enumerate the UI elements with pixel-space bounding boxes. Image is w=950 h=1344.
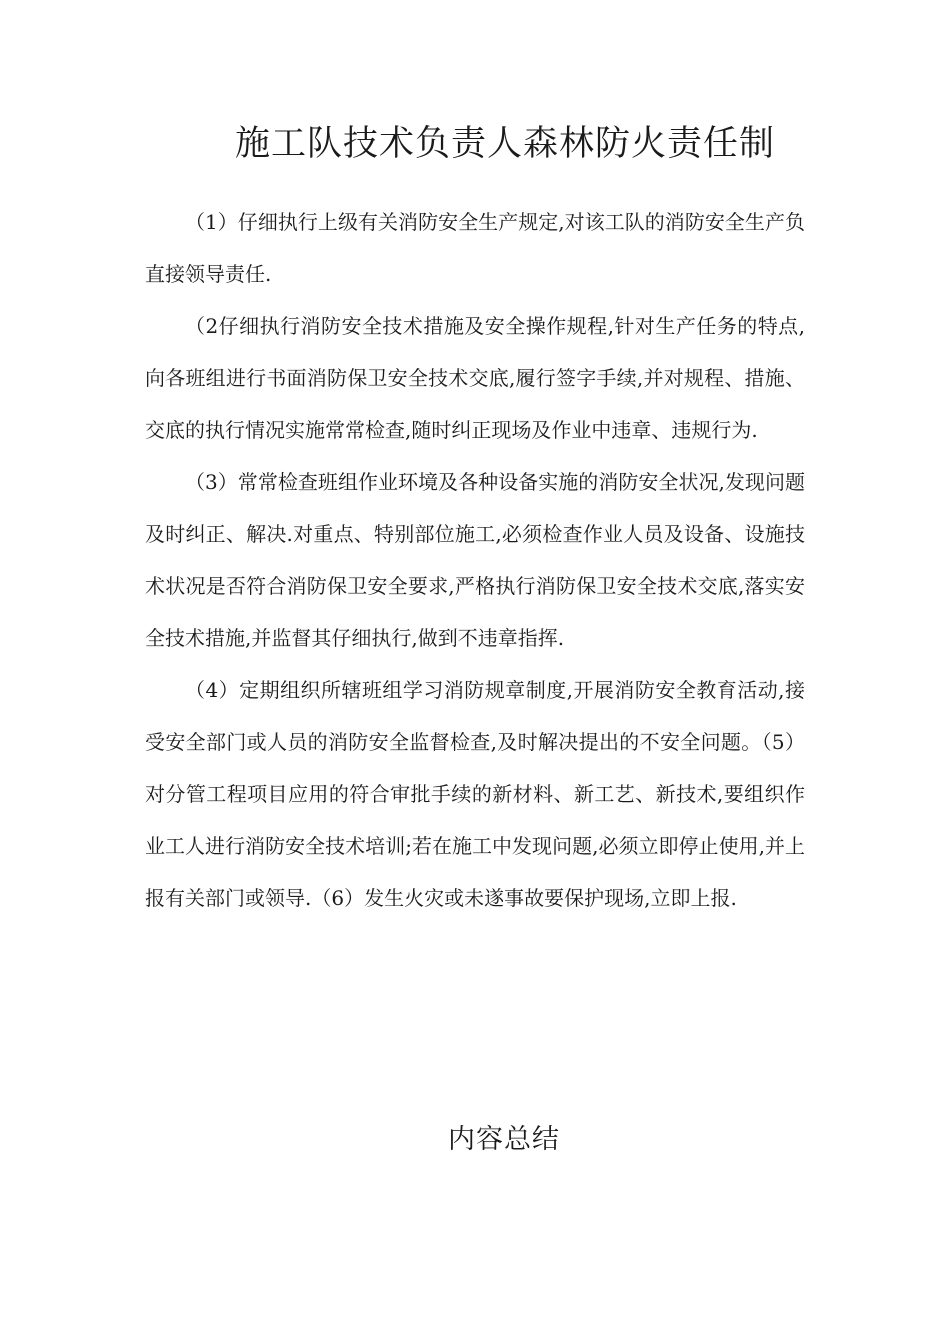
document-body <box>145 196 805 924</box>
paragraph-4: （4）定期组织所辖班组学习消防规章制度,开展消防安全教育活动,接受安全部门或人员的消防安全监督检查,及时解决提出的不安全问题。（5）对分管工程项目应用的符合审批手续的新材料、新工艺、新技术,要组织作业工人进行消防安全技术培训;若在施工中发现问题,必须立即停止使用,并上报有关部门或领导.（6）发生火灾或未遂事故要保护现场,立即上报. <box>145 678 805 910</box>
summary-heading: 内容总结 <box>448 1124 560 1155</box>
paragraph-2: （2仔细执行消防安全技术措施及安全操作规程,针对生产任务的特点,向各班组进行书面消防保卫安全技术交底,履行签字手续,并对规程、措施、交底的执行情况实施常常检查,随时纠正现场及作业中违章、违规行为. <box>145 314 805 442</box>
document-title: 施工队技术负责人森林防火责任制 <box>234 124 775 164</box>
paragraph-1: （1）仔细执行上级有关消防安全生产规定,对该工队的消防安全生产负直接领导责任. <box>145 210 805 286</box>
paragraph-3: （3）常常检查班组作业环境及各种设备实施的消防安全状况,发现问题及时纠正、解决.对重点、特别部位施工,必须检查作业人员及设备、设施技术状况是否符合消防保卫安全要求,严格执行消防保卫安全技术交底,落实安全技术措施,并监督其仔细执行,做到不违章指挥. <box>145 470 805 650</box>
